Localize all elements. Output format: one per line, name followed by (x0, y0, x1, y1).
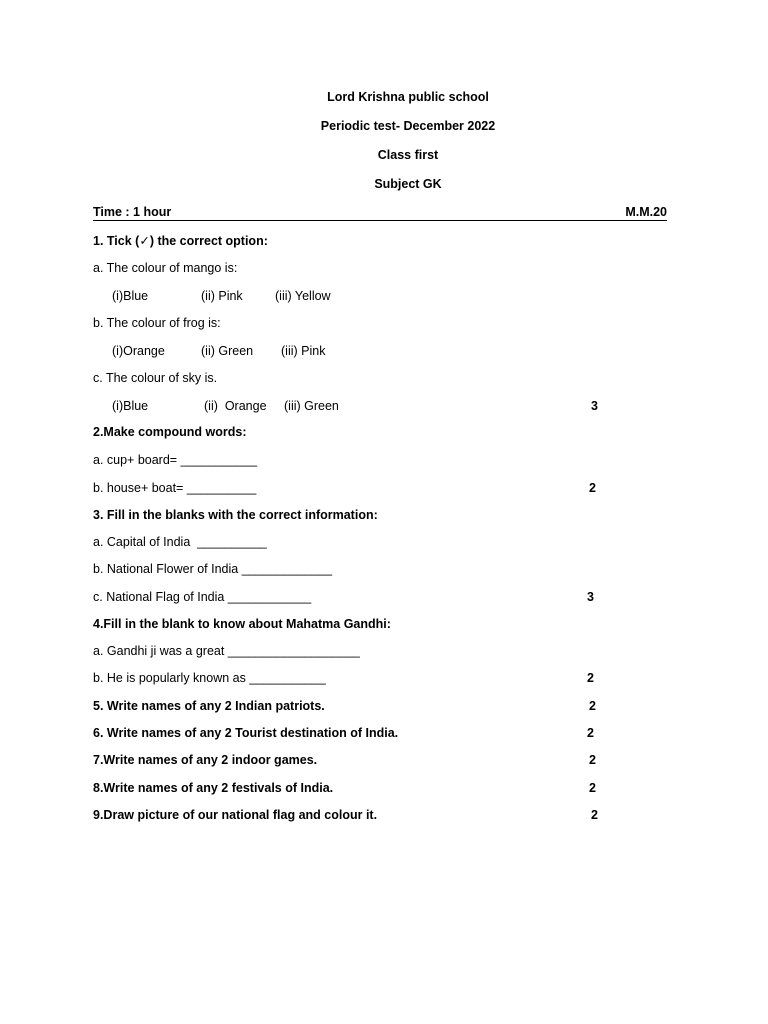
school-name: Lord Krishna public school (327, 90, 489, 104)
q2a-text: a. cup+ board= ___________ (93, 453, 258, 467)
q5-marks: 2 (589, 699, 596, 713)
q1b-option-1: (i)Orange (112, 344, 165, 358)
q1-title: 1. Tick (✓) the correct option: (93, 234, 268, 248)
q6-marks: 2 (587, 726, 594, 740)
q4-marks: 2 (587, 671, 594, 685)
q9-title: 9.Draw picture of our national flag and colour it. (93, 808, 378, 822)
q7-title: 7.Write names of any 2 indoor games. (93, 753, 318, 767)
q1b-option-2: (ii) Green (201, 344, 254, 358)
q1a-option-3: (iii) Yellow (275, 289, 331, 303)
test-title: Periodic test- December 2022 (320, 119, 496, 133)
q1-marks: 3 (591, 399, 598, 413)
q1c-text: c. The colour of sky is. (93, 371, 218, 385)
q3c-text: c. National Flag of India ____________ (93, 590, 312, 604)
q1b-option-3: (iii) Pink (281, 344, 326, 358)
tick-icon: ✓ (139, 234, 150, 248)
q3b-text: b. National Flower of India _____________ (93, 562, 333, 576)
q3a-text: a. Capital of India __________ (93, 535, 267, 549)
q1a-option-1: (i)Blue (112, 289, 149, 303)
q1b-text: b. The colour of frog is: (93, 316, 221, 330)
q1a-option-2: (ii) Pink (201, 289, 243, 303)
q1c-option-3: (iii) Green (284, 399, 339, 413)
q9-marks: 2 (591, 808, 598, 822)
q4b-text: b. He is popularly known as ___________ (93, 671, 326, 685)
time-label: Time : 1 hour (93, 205, 172, 219)
q1a-text: a. The colour of mango is: (93, 261, 238, 275)
q3-marks: 3 (587, 590, 594, 604)
class-name: Class first (377, 148, 439, 162)
q8-marks: 2 (589, 781, 596, 795)
q2-title: 2.Make compound words: (93, 425, 247, 439)
q4-title: 4.Fill in the blank to know about Mahatma Gandhi: (93, 617, 391, 631)
q1c-option-2: (ii) Orange (204, 399, 267, 413)
q5-title: 5. Write names of any 2 Indian patriots. (93, 699, 325, 713)
subject-name: Subject GK (374, 177, 442, 191)
q2-marks: 2 (589, 481, 596, 495)
q3-title: 3. Fill in the blanks with the correct information: (93, 508, 378, 522)
q6-title: 6. Write names of any 2 Tourist destination of India. (93, 726, 399, 740)
q2b-text: b. house+ boat= __________ (93, 481, 257, 495)
q7-marks: 2 (589, 753, 596, 767)
q1c-option-1: (i)Blue (112, 399, 149, 413)
time-marks-row (93, 204, 667, 221)
q8-title: 8.Write names of any 2 festivals of India. (93, 781, 334, 795)
max-marks-label: M.M.20 (625, 205, 667, 219)
q4a-text: a. Gandhi ji was a great ___________________ (93, 644, 360, 658)
